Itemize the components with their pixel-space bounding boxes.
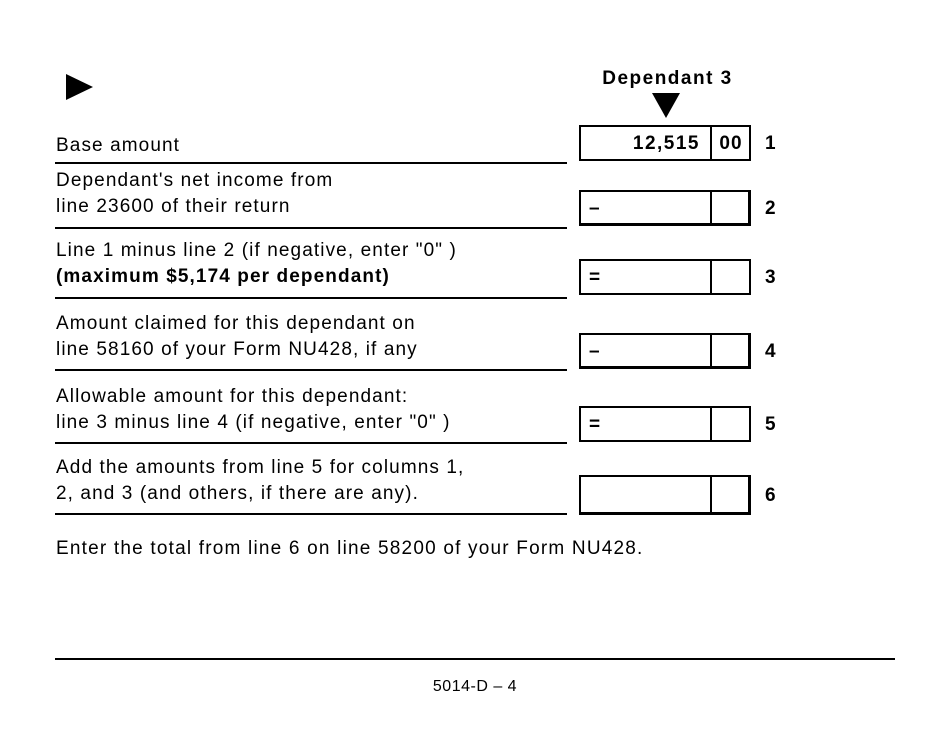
line-4-amount-field[interactable] xyxy=(579,333,751,369)
line-number-6: 6 xyxy=(765,485,776,506)
row-5-rule xyxy=(55,442,567,444)
row-5-label: Allowable amount for this dependant: line 3 minus line 4 (if negative, enter "0" ) xyxy=(56,386,451,433)
row-4-label: Amount claimed for this dependant on line 58160 of your Form NU428, if any xyxy=(56,313,418,360)
page-number: 5014-D – 4 xyxy=(432,678,518,695)
equals-operator: = xyxy=(589,414,601,435)
line-number-5: 5 xyxy=(765,414,776,435)
row-6-label: Add the amounts from line 5 for columns 1, 2, and 3 (and others, if there are any). xyxy=(56,457,465,504)
row-2-label: Dependant's net income from line 23600 of their return xyxy=(56,170,334,217)
row-1-label: Base amount xyxy=(56,135,181,156)
line-number-4: 4 xyxy=(765,341,776,362)
continue-arrow-icon xyxy=(66,74,93,100)
equals-operator: = xyxy=(589,267,601,288)
minus-operator: – xyxy=(589,341,600,362)
line-5-amount-field[interactable] xyxy=(579,406,751,442)
line-2-amount-field[interactable] xyxy=(579,190,751,226)
row-2-rule xyxy=(55,227,567,229)
line-1-cents: 00 xyxy=(719,133,743,154)
line-number-3: 3 xyxy=(765,267,776,288)
column-header: Dependant 3 xyxy=(602,68,733,89)
footer-rule xyxy=(55,658,895,660)
line-1-amount-field[interactable] xyxy=(579,125,751,161)
line-1-dollars: 12,515 xyxy=(632,133,700,154)
line-3-amount-field[interactable] xyxy=(579,259,751,295)
row-3-rule xyxy=(55,297,567,299)
row-6-rule xyxy=(55,513,567,515)
down-arrow-icon xyxy=(652,93,680,118)
line-6-total-field[interactable] xyxy=(579,475,751,515)
line-number-1: 1 xyxy=(765,133,776,154)
row-1-rule xyxy=(55,162,567,164)
line-number-2: 2 xyxy=(765,198,776,219)
row-4-rule xyxy=(55,369,567,371)
minus-operator: – xyxy=(589,198,600,219)
instruction-text: Enter the total from line 6 on line 58200 of your Form NU428. xyxy=(56,538,644,559)
row-3-label: Line 1 minus line 2 (if negative, enter "0" ) (maximum $5,174 per dependant) xyxy=(56,240,457,287)
